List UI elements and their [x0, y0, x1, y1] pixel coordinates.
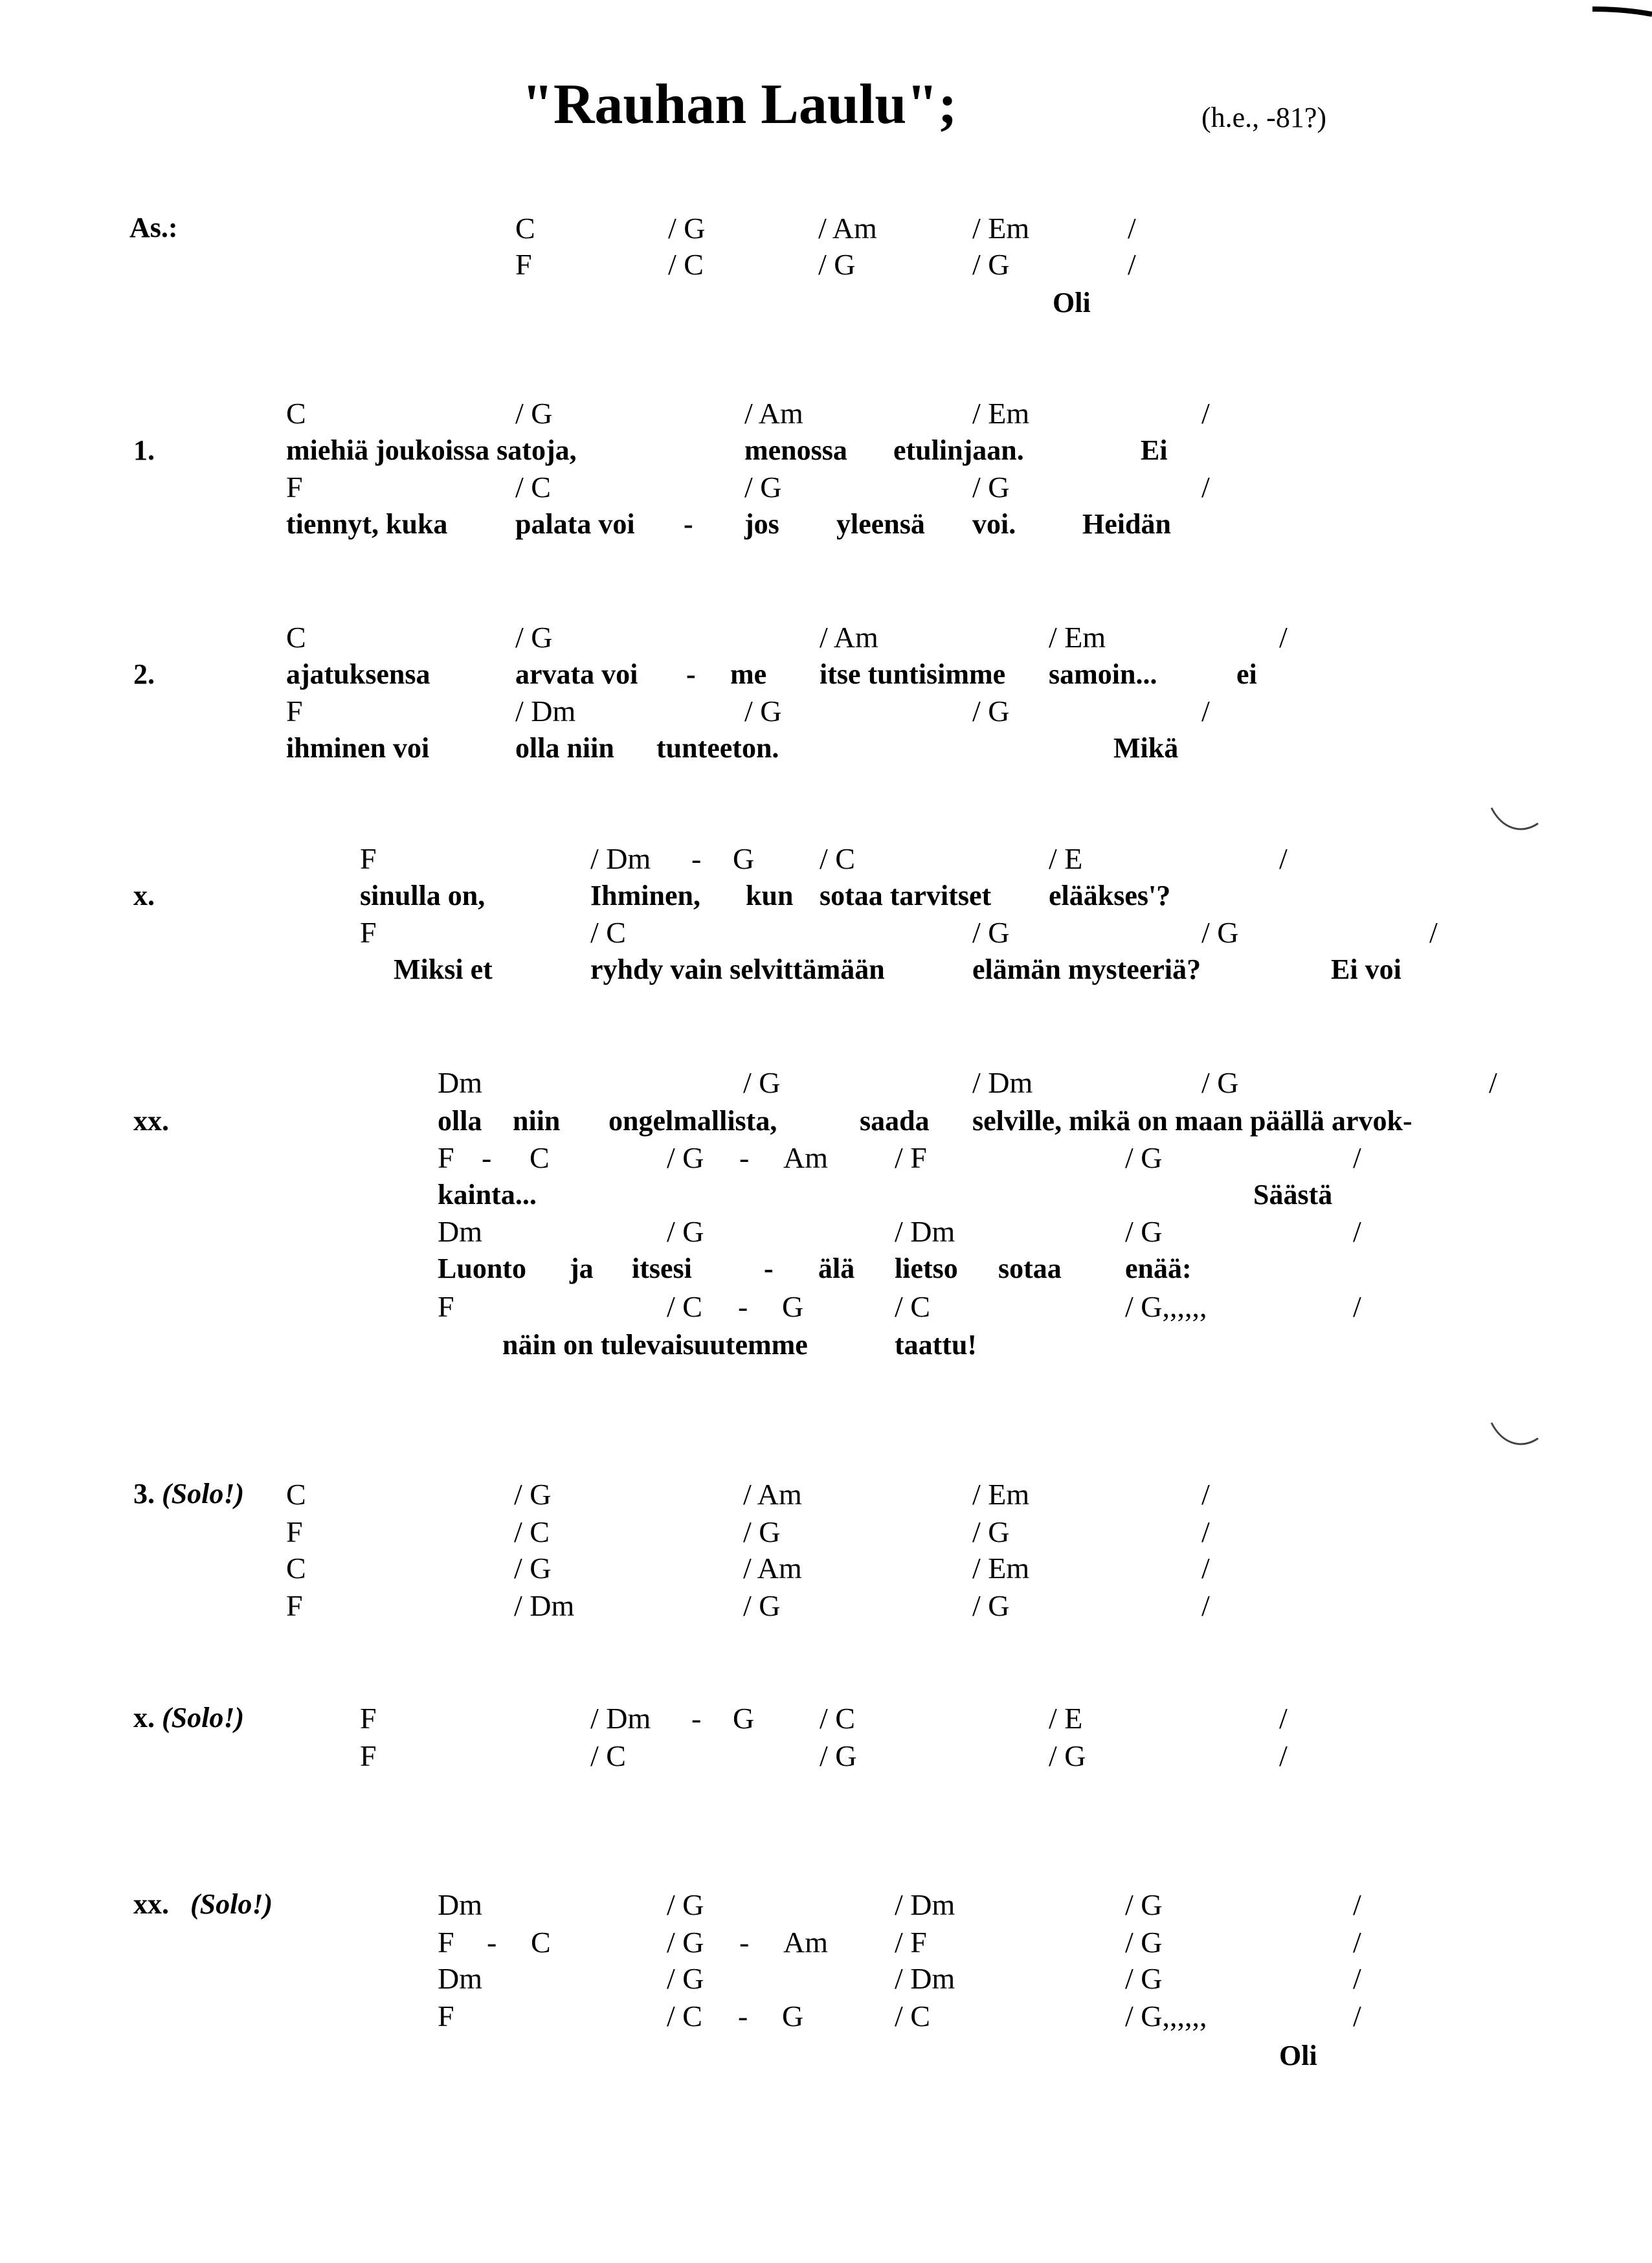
- chord: / G: [744, 695, 782, 728]
- bar-line: /: [1279, 621, 1288, 654]
- bar-line: /: [1279, 1702, 1288, 1735]
- chord: F: [286, 471, 303, 504]
- bar-line: /: [1201, 1478, 1210, 1511]
- bar-line: /: [1279, 1739, 1288, 1772]
- chord: / Em: [972, 212, 1030, 245]
- chord: / Am: [820, 621, 878, 654]
- bar-line: /: [1128, 248, 1136, 281]
- chord: / G: [743, 1515, 781, 1548]
- solo-marker: (Solo!): [162, 1478, 245, 1510]
- bar-line: /: [1201, 397, 1210, 430]
- lyric: samoin...: [1049, 658, 1157, 690]
- lyric: ihminen voi: [286, 732, 430, 764]
- chord: / F: [895, 1141, 927, 1174]
- song-title: "Rauhan Laulu";: [522, 73, 957, 136]
- lyric: me: [730, 658, 767, 690]
- chord: / Dm: [515, 695, 576, 728]
- chord: / G: [667, 1926, 704, 1959]
- chord: Dm: [438, 1215, 482, 1248]
- section-label-solo-chorus: [133, 1890, 273, 1919]
- chord: F: [286, 695, 303, 728]
- author-year-note: (h.e., -81?): [1201, 102, 1327, 133]
- lyric: Ei: [1141, 434, 1168, 466]
- chord: / G: [820, 1739, 857, 1772]
- chord: F: [515, 248, 532, 281]
- chord-dash: -: [482, 1141, 492, 1174]
- chord: / Dm: [514, 1589, 575, 1622]
- chord: C: [530, 1141, 550, 1174]
- lyric: ongelmallista,: [608, 1105, 777, 1137]
- chord: / C: [895, 2000, 930, 2033]
- lyric: Oli: [1053, 287, 1091, 318]
- chord: G: [782, 1290, 804, 1323]
- lyric: saada: [860, 1105, 930, 1137]
- lyric: menossa: [744, 434, 847, 466]
- bar-line: /: [1353, 1290, 1361, 1323]
- chord: / Em: [972, 397, 1030, 430]
- chord-dash: -: [691, 1702, 702, 1735]
- lyric: lietso: [895, 1253, 958, 1284]
- lyric: Miksi et: [394, 953, 493, 985]
- chord: / Dm: [895, 1962, 955, 1995]
- lyric: Ihminen,: [590, 880, 700, 911]
- bar-line: /: [1353, 1141, 1361, 1174]
- lyric: sinulla on,: [360, 880, 486, 911]
- chord: / Am: [743, 1478, 802, 1511]
- lyric: tunteeton.: [656, 732, 779, 764]
- chord: F: [360, 1702, 377, 1735]
- lyric: Luonto: [438, 1253, 526, 1284]
- chord: / G,,,,,,: [1125, 2000, 1207, 2033]
- chord: / G: [818, 248, 856, 281]
- chord: F: [286, 1589, 303, 1622]
- chord: C: [515, 212, 535, 245]
- chord: / C: [667, 2000, 702, 2033]
- bar-line: /: [1489, 1066, 1497, 1099]
- lyric: näin on tulevaisuutemme: [502, 1329, 808, 1361]
- lyric: tiennyt, kuka: [286, 508, 448, 540]
- lyric: arvata voi: [515, 658, 638, 690]
- lyric: palata voi: [515, 508, 635, 540]
- lyric: älä: [818, 1253, 855, 1284]
- lyric: kainta...: [438, 1179, 537, 1210]
- lyric: ryhdy vain selvittämään: [590, 953, 885, 985]
- solo-number: xx.: [133, 1888, 169, 1920]
- chord: / C: [820, 1702, 855, 1735]
- chord: / G: [514, 1552, 552, 1585]
- chord: / Dm: [590, 1702, 651, 1735]
- chord: / G: [667, 1962, 704, 1995]
- lyric-dash: -: [686, 658, 696, 690]
- bar-line: /: [1201, 471, 1210, 504]
- chord: / Em: [972, 1478, 1030, 1511]
- chord: / Am: [743, 1552, 802, 1585]
- chord: C: [286, 1478, 306, 1511]
- chord: / G: [1125, 1141, 1163, 1174]
- scan-punch-mark-upper: [1489, 803, 1541, 842]
- lyric: elääkses'?: [1049, 880, 1171, 911]
- lyric-dash: -: [684, 508, 693, 540]
- chord: F: [438, 1926, 454, 1959]
- bar-line: /: [1128, 212, 1136, 245]
- bar-line: /: [1201, 1552, 1210, 1585]
- chord: / E: [1049, 842, 1083, 875]
- bar-line: /: [1279, 842, 1288, 875]
- lyric: enää:: [1125, 1253, 1192, 1284]
- lyric: Ei voi: [1331, 953, 1401, 985]
- section-label-verse-1: 1.: [133, 434, 155, 466]
- chord: G: [733, 1702, 755, 1735]
- chord: / C: [895, 1290, 930, 1323]
- lyric: ei: [1236, 658, 1257, 690]
- chord: / Am: [744, 397, 803, 430]
- chord: / G: [1125, 1962, 1163, 1995]
- chord: C: [286, 1552, 306, 1585]
- chord: F: [360, 1739, 377, 1772]
- section-label-verse-2: 2.: [133, 658, 155, 690]
- chord: / G: [1125, 1926, 1163, 1959]
- lyric: selville, mikä on maan päällä arvok-: [972, 1105, 1412, 1137]
- lyric: itse tuntisimme: [820, 658, 1006, 690]
- chord: C: [286, 621, 306, 654]
- chord: F: [438, 2000, 454, 2033]
- chord: / C: [590, 916, 626, 949]
- solo-marker: (Solo!): [162, 1702, 245, 1733]
- chord: Dm: [438, 1066, 482, 1099]
- chord: / Am: [818, 212, 877, 245]
- chord: / G: [972, 1589, 1010, 1622]
- chord: / C: [820, 842, 855, 875]
- chord: / C: [668, 248, 704, 281]
- section-label-solo-bridge: [133, 1704, 244, 1732]
- bar-line: /: [1429, 916, 1438, 949]
- section-label-bridge: x.: [133, 880, 155, 911]
- chord: / C: [514, 1515, 550, 1548]
- chord: / C: [515, 471, 551, 504]
- chord: C: [531, 1926, 551, 1959]
- lyric: sotaa: [998, 1253, 1062, 1284]
- lyric-dash: -: [764, 1253, 774, 1284]
- lyric: Mikä: [1113, 732, 1179, 764]
- solo-number: x.: [133, 1702, 155, 1733]
- bar-line: /: [1353, 1962, 1361, 1995]
- chord: F: [438, 1141, 454, 1174]
- chord: / G: [667, 1215, 704, 1248]
- lyric: taattu!: [895, 1329, 977, 1361]
- chord: / G: [972, 1515, 1010, 1548]
- chord: / G: [667, 1141, 704, 1174]
- chord: / G: [1049, 1739, 1086, 1772]
- chord: / G: [1201, 916, 1239, 949]
- chord: / Dm: [895, 1215, 955, 1248]
- chord: / G: [1125, 1215, 1163, 1248]
- chord: / G: [515, 397, 553, 430]
- chord: / G: [515, 621, 553, 654]
- chord: C: [286, 397, 306, 430]
- section-label-solo-3: [133, 1480, 244, 1508]
- lyric: voi.: [972, 508, 1016, 540]
- chord: G: [733, 842, 755, 875]
- chord-dash: -: [739, 1926, 750, 1959]
- lyric: niin: [513, 1105, 561, 1137]
- scan-corner-mark: [1592, 0, 1652, 26]
- chord: / G: [514, 1478, 552, 1511]
- chord: / G: [972, 916, 1010, 949]
- lyric: olla niin: [515, 732, 614, 764]
- chord-dash: -: [739, 1141, 750, 1174]
- lyric: olla: [438, 1105, 482, 1137]
- bar-line: /: [1201, 1515, 1210, 1548]
- lyric: sotaa tarvitset: [820, 880, 992, 911]
- chord: / Dm: [895, 1888, 955, 1921]
- lyric: ja: [570, 1253, 594, 1284]
- chord: / G: [1201, 1066, 1239, 1099]
- lyric: etulinjaan.: [893, 434, 1024, 466]
- chord-dash: -: [738, 1290, 748, 1323]
- chord: / Dm: [590, 842, 651, 875]
- chord: F: [360, 842, 377, 875]
- chord: F: [286, 1515, 303, 1548]
- bar-line: /: [1353, 1926, 1361, 1959]
- lyric: kun: [746, 880, 794, 911]
- lyric: miehiä joukoissa satoja,: [286, 434, 577, 466]
- chord: / F: [895, 1926, 927, 1959]
- lyric: Heidän: [1082, 508, 1171, 540]
- chord: / G: [743, 1066, 781, 1099]
- chord: Am: [783, 1926, 828, 1959]
- bar-line: /: [1201, 695, 1210, 728]
- chord: / G: [668, 212, 706, 245]
- lyric: itsesi: [632, 1253, 692, 1284]
- chord: F: [438, 1290, 454, 1323]
- chord: / G,,,,,,: [1125, 1290, 1207, 1323]
- chord-dash: -: [738, 2000, 748, 2033]
- chord: / Em: [1049, 621, 1106, 654]
- chord: Am: [783, 1141, 828, 1174]
- chord: / G: [744, 471, 782, 504]
- bar-line: /: [1353, 1215, 1361, 1248]
- lyric: Säästä: [1253, 1179, 1333, 1210]
- chord: F: [360, 916, 377, 949]
- scan-punch-mark-lower: [1489, 1418, 1541, 1456]
- chord: / C: [590, 1739, 626, 1772]
- lyric: Oli: [1279, 2040, 1317, 2071]
- chord: / G: [972, 471, 1010, 504]
- chord: / G: [667, 1888, 704, 1921]
- solo-marker: (Solo!): [190, 1888, 273, 1920]
- bar-line: /: [1201, 1589, 1210, 1622]
- chord: / Dm: [972, 1066, 1033, 1099]
- solo-number: 3.: [133, 1478, 155, 1510]
- chord-dash: -: [691, 842, 702, 875]
- bar-line: /: [1353, 1888, 1361, 1921]
- section-label-chorus: xx.: [133, 1105, 169, 1137]
- chord: / E: [1049, 1702, 1083, 1735]
- chord: Dm: [438, 1888, 482, 1921]
- bar-line: /: [1353, 2000, 1361, 2033]
- chord-dash: -: [487, 1926, 497, 1959]
- lyric: jos: [744, 508, 779, 540]
- lyric: ajatuksensa: [286, 658, 430, 690]
- chord: / C: [667, 1290, 702, 1323]
- chord: / G: [972, 248, 1010, 281]
- chord: / G: [743, 1589, 781, 1622]
- lyric: yleensä: [836, 508, 925, 540]
- chord: Dm: [438, 1962, 482, 1995]
- lyric: elämän mysteeriä?: [972, 953, 1201, 985]
- chord: G: [782, 2000, 804, 2033]
- chord: / G: [1125, 1888, 1163, 1921]
- chord: / G: [972, 695, 1010, 728]
- section-label-intro: As.:: [129, 212, 178, 243]
- chord: / Em: [972, 1552, 1030, 1585]
